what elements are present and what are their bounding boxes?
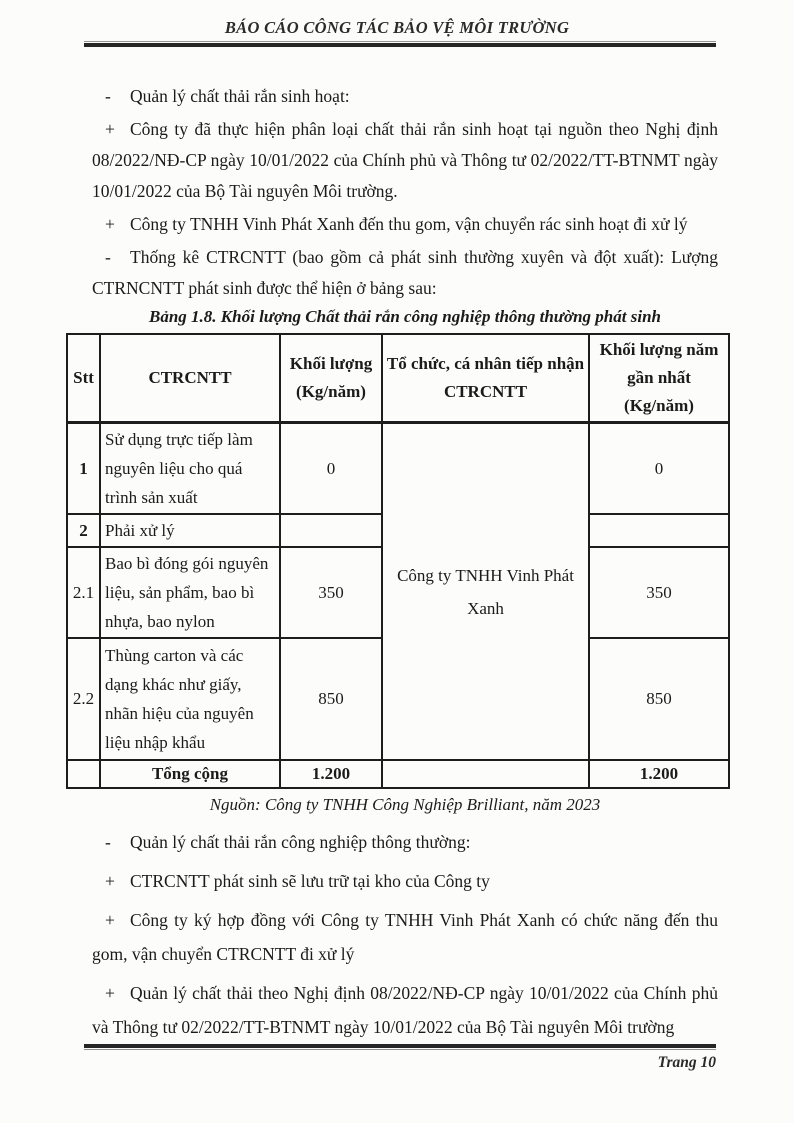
column-header-receiver: Tổ chức, cá nhân tiếp nhận CTRCNTT [382, 334, 589, 423]
list-marker: + [105, 214, 115, 234]
cell-stt-empty [67, 760, 100, 788]
paragraph-sorting-decree [92, 114, 718, 207]
cell-quantity [280, 514, 382, 547]
cell-quantity: 350 [280, 547, 382, 638]
paragraph-decree-management [92, 976, 718, 1044]
column-header-stt: Stt [67, 334, 100, 423]
cell-stt: 2.1 [67, 547, 100, 638]
cell-quantity-recent: 850 [589, 638, 729, 760]
paragraph-statistics [92, 242, 718, 304]
table-total-row [67, 760, 729, 788]
column-header-ctrcntt: CTRCNTT [100, 334, 280, 423]
cell-quantity: 850 [280, 638, 382, 760]
table-source: Nguồn: Công ty TNHH Công Nghiệp Brilliant, năm 2023 [209, 795, 601, 814]
list-marker: - [105, 247, 111, 267]
paragraph-contract [92, 903, 718, 971]
cell-quantity-recent: 0 [589, 423, 729, 515]
list-marker: + [105, 983, 115, 1003]
paragraph-text: Quản lý chất thải rắn sinh hoạt: [130, 86, 350, 106]
paragraph-storage [92, 864, 718, 898]
page-content [0, 47, 794, 1044]
paragraph-waste-management [92, 81, 718, 112]
paragraph-text: Công ty đã thực hiện phân loại chất thải rắn sinh hoạt tại nguồn theo Nghị định 08/2022/NĐ-CP ngày 10/01/2022 của Chính phủ và Thông tư 02/2022/TT-BTNMT ngày 10/01/2022 của Bộ Tài nguyên Môi trường. [92, 119, 718, 201]
cell-total-quantity-recent: 1.200 [589, 760, 729, 788]
cell-quantity-recent [589, 514, 729, 547]
table-row [67, 423, 729, 515]
cell-total-receiver-empty [382, 760, 589, 788]
cell-receiver: Công ty TNHH Vinh Phát Xanh [382, 423, 589, 761]
cell-waste-name: Sử dụng trực tiếp làm nguyên liệu cho quá trình sản xuất [100, 423, 280, 515]
page-number: Trang 10 [657, 1054, 716, 1071]
paragraph-text: Quản lý chất thải rắn công nghiệp thông thường: [130, 832, 471, 852]
cell-total-label: Tổng cộng [100, 760, 280, 788]
list-marker: + [105, 910, 115, 930]
paragraph-text: Công ty ký hợp đồng với Công ty TNHH Vinh Phát Xanh có chức năng đến thu gom, vận chuyển CTRCNTT đi xử lý [92, 910, 718, 964]
footer-rule [84, 1044, 716, 1050]
list-marker: + [105, 871, 115, 891]
cell-quantity: 0 [280, 423, 382, 515]
ctrcntt-table [66, 333, 730, 789]
cell-waste-name: Thùng carton và các dạng khác như giấy, nhãn hiệu của nguyên liệu nhập khẩu [100, 638, 280, 760]
cell-quantity-recent: 350 [589, 547, 729, 638]
cell-waste-name: Phải xử lý [100, 514, 280, 547]
list-marker: - [105, 832, 111, 852]
column-header-quantity-recent: Khối lượng năm gần nhất (Kg/năm) [589, 334, 729, 423]
column-header-quantity: Khối lượng (Kg/năm) [280, 334, 382, 423]
list-marker: - [105, 86, 111, 106]
paragraph-collector [92, 209, 718, 240]
page-footer [84, 1044, 716, 1072]
cell-waste-name: Bao bì đóng gói nguyên liệu, sản phẩm, bao bì nhựa, bao nylon [100, 547, 280, 638]
cell-total-quantity: 1.200 [280, 760, 382, 788]
paragraph-text: CTRCNTT phát sinh sẽ lưu trữ tại kho của Công ty [130, 871, 490, 891]
table-caption: Bảng 1.8. Khối lượng Chất thải rắn công nghiệp thông thường phát sinh [149, 307, 661, 326]
table-header-row [67, 334, 729, 423]
cell-stt: 2.2 [67, 638, 100, 760]
paragraph-text: Quản lý chất thải theo Nghị định 08/2022/NĐ-CP ngày 10/01/2022 của Chính phủ và Thông tư 02/2022/TT-BTNMT ngày 10/01/2022 của Bộ Tài nguyên Môi trường [92, 983, 718, 1037]
running-header [0, 0, 794, 47]
paragraph-industrial-waste [92, 825, 718, 859]
cell-stt: 2 [67, 514, 100, 547]
list-marker: + [105, 119, 115, 139]
paragraph-text: Công ty TNHH Vinh Phát Xanh đến thu gom, vận chuyển rác sinh hoạt đi xử lý [130, 214, 688, 234]
report-header-title: BÁO CÁO CÔNG TÁC BẢO VỆ MÔI TRƯỜNG [224, 18, 570, 37]
cell-stt: 1 [67, 423, 100, 515]
paragraph-text: Thống kê CTRCNTT (bao gồm cả phát sinh thường xuyên và đột xuất): Lượng CTRNCNTT phát sinh được thể hiện ở bảng sau: [92, 247, 718, 298]
